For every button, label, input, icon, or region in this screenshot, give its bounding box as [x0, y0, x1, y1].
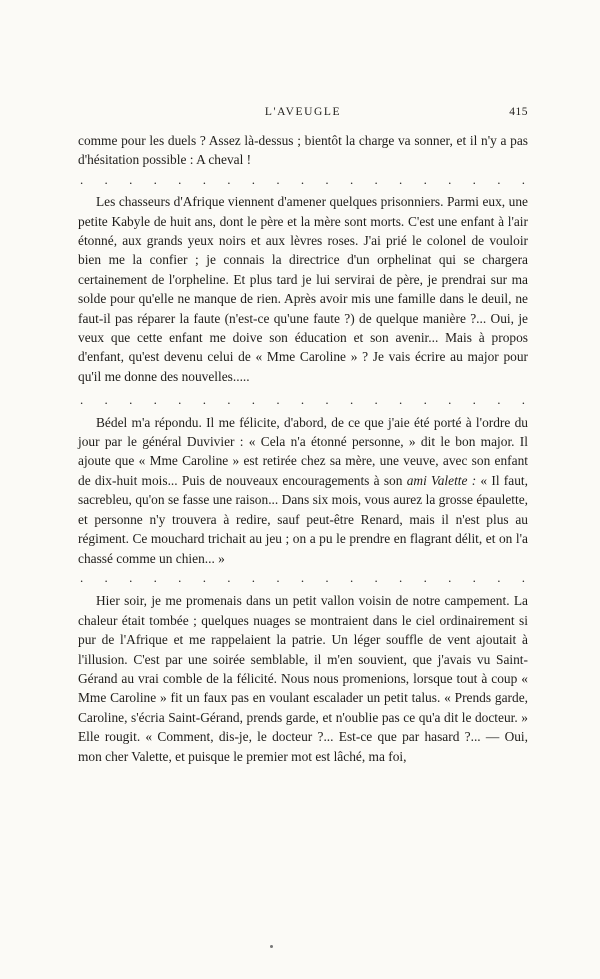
paragraph-evening-walk: Hier soir, je me promenais dans un petit vallon voisin de notre campement. La chaleur était tombée ; quelques nuages se montraient dans le ciel ordinairement si pur de l'Afrique et me rappelaient la patrie. Un léger souffle de vent ajoutait à l'illusion. C'est par une soirée semblable, il m'en souvient, que j'avais vu Saint-Gérand au vrai comble de la félicité. Nous nous promenions, lorsque tout à coup « Mme Caroline » fit un faux pas en voulant escalader un petit talus. « Prends garde, Caroline, s'écria Saint-Gérand, prends garde, et n'oublie pas ce qu'a dit le docteur. » Elle rougit. « Comment, dis-je, le docteur ?... Est-ce que par hasard ?... — Oui, mon cher Valette, et puisque le premier mot est lâché, ma foi,: [78, 593, 528, 764]
page-header: [78, 106, 528, 124]
running-title: L'AVEUGLE: [264, 106, 342, 118]
body-text: [78, 131, 528, 766]
dot-leader: [78, 170, 528, 189]
paragraph-bedel: [78, 413, 528, 568]
paragraph-continuation: comme pour les duels ? Assez là-dessus ; bientôt la charge va sonner, et il n'y a pas d'hésitation possible : A cheval !: [78, 133, 528, 168]
dot-leader: [78, 568, 528, 587]
dot-leader: [78, 390, 528, 409]
print-speck: [270, 945, 273, 948]
dot-leader-text: . . . . . . . . . . . . . . . . . . .: [80, 569, 526, 585]
paragraph-prisoners: Les chasseurs d'Afrique viennent d'amener quelques prisonniers. Parmi eux, une petite Kabyle de huit ans, dont le père et la mère sont morts. C'est une enfant à l'air étonné, aux grands yeux noirs et aux lèvres roses. J'ai prié le colonel de vouloir bien me la confier ; je connais la directrice d'un orphelinat qui se chargera certainement de l'orpheline. Et plus tard je lui servirai de père, je prendrai sur ma solde pour qu'elle ne manque de rien. Après avoir mis une famille dans le deuil, ne faut-il pas réparer la faute (n'est-ce qu'une faute ?) de quelque manière ?... Oui, je veux que cette enfant me doive son éducation et son avenir... Mais à propos d'enfant, qu'est devenu celui de « Mme Caroline » ? Je vais écrire au major pour qu'il me donne des nouvelles.....: [78, 194, 528, 384]
paragraph-bedel-text: Bédel m'a répondu. Il me félicite, d'abord, de ce que j'aie été porté à l'ordre du jour par le général Duvivier : « Cela n'a étonné personne, » dit le bon major. Il ajoute que « Mme Caroline » est retirée chez sa mère, une veuve, avec son enfant de dix-huit mois... Puis de nouveaux encouragements à son: [78, 414, 528, 488]
dot-leader-text: . . . . . . . . . . . . . . . . . . .: [80, 392, 526, 408]
ami-valette-italic: ami Valette :: [406, 472, 477, 488]
dot-leader-text: . . . . . . . . . . . . . . . . . . .: [80, 171, 526, 187]
paragraph-bedel-quote: « Il faut, sacrebleu, qu'on se fasse une raison... Dans six mois, vous aurez la grosse épaulette, et personne n'y trouvera à redire, sauf peut-être Renard, mais il n'est plus au régiment. Ce mouchard trichait au jeu ; on a pu le prendre en flagrant délit, et on l'a chassé comme un chien... »: [78, 472, 528, 566]
page-number: 415: [509, 106, 528, 118]
